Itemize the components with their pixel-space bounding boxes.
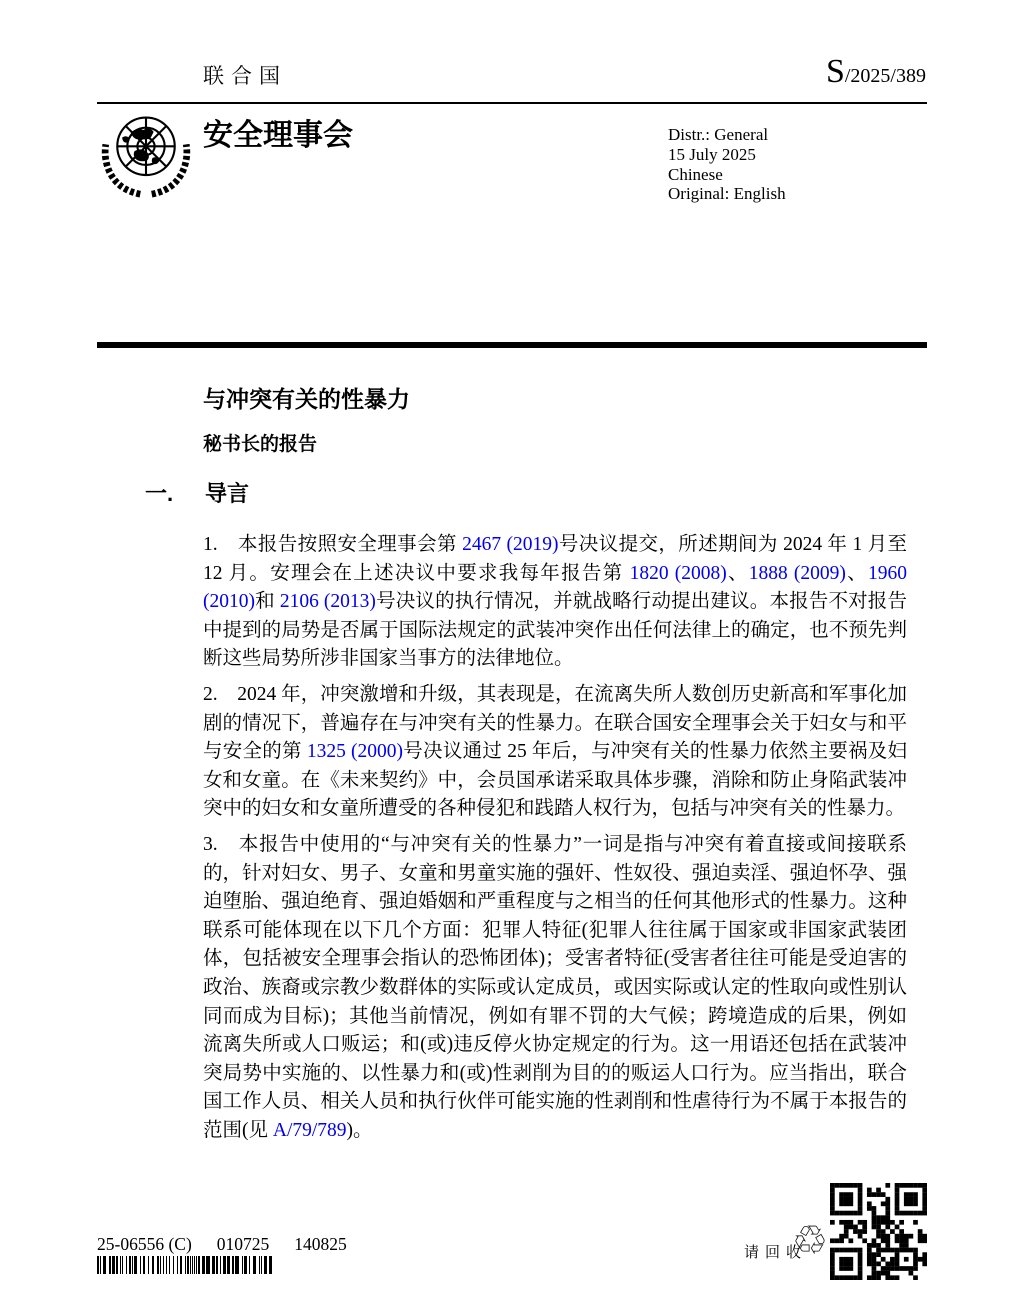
section-number: 一. [145, 481, 174, 506]
text-run: 和 [255, 591, 280, 613]
title-divider [97, 342, 927, 348]
distribution-date: 140825 [294, 1234, 347, 1254]
text-run: 号决议通过 25 年后，与冲突有关的性暴力依然主要祸及妇女和女童。在《未来契约》中，会员国承诺采取具体步骤，消除和防止身陷武装冲突中的妇女和女童所遭受的各种侵犯和践踏人权行为，包括与冲突有关的性暴力。 [203, 741, 907, 820]
text-run: 、 [845, 562, 868, 584]
distribution-block [668, 125, 786, 204]
text-run: 2. 2024 年，冲突激增和升级，其表现是，在流离失所人数创历史新高和军事化加剧的情况下，普遍存在与冲突有关的性暴力。在联合国安全理事会关于妇女与和平与安全的第 [203, 683, 907, 763]
org-chinese-name: 联合国 [203, 64, 287, 88]
section-title: 导言 [205, 481, 250, 506]
document-subtitle: 秘书长的报告 [203, 434, 318, 455]
resolution-link[interactable]: 2106 (2013) [279, 591, 376, 613]
document-symbol [826, 53, 926, 91]
distr-line: Distr.: General [668, 125, 769, 144]
recycle-icon: ♲ [792, 1218, 828, 1264]
date-line: 15 July 2025 [668, 144, 756, 164]
resolution-link[interactable]: A/79/789 [272, 1119, 347, 1141]
resolution-link[interactable]: 1960 (2010) [203, 562, 907, 613]
resolution-link[interactable]: 1888 (2009) [748, 562, 846, 584]
barcode [97, 1256, 272, 1274]
paragraph-3 [203, 831, 907, 1146]
original-line: Original: English [668, 184, 786, 204]
text-run: 号决议的执行情况，并就战略行动提出建议。本报告不对报告中提到的局势是否属于国际法规定的武装冲突作出任何法律上的确定，也不预先判断这些局势所涉非国家当事方的法律地位。 [203, 591, 907, 670]
resolution-link[interactable]: 1325 (2000) [306, 741, 404, 763]
text-run: 、 [726, 562, 749, 584]
text-run: 3. 本报告中使用的“与冲突有关的性暴力”一词是指与冲突有着直接或间接联系的，针对妇女、男子、女童和男童实施的强奸、性奴役、强迫卖淫、强迫怀孕、强迫堕胎、强迫绝育、强迫婚姻和严重程度与之相当的任何其他形式的性暴力。这种联系可能体现在以下几个方面：犯罪人特征(犯罪人往往属于国家或非国家武装团体，包括被安全理事会指认的恐怖团体)；受害者特征(受害者往往可能是受迫害的政治、族裔或宗教少数群体的实际或认定成员，或因实际或认定的性取向或性别认同而成为目标)；其他当前情况，例如有罪不罚的大气候；跨境造成的后果，例如流离失所或人口贩运；和(或)违反停火协定规定的行为。这一用语还包括在武装冲突局势中实施的、以性暴力和(或)性剥削为目的的贩运人口行为。应当指出，联合国工作人员、相关人员和执行伙伴可能实施的性剥削和性虐待行为不属于本报告的范围(见 [203, 833, 907, 1141]
un-emblem-icon [98, 108, 194, 198]
job-number-line [97, 1234, 347, 1255]
text-run: )。 [346, 1119, 373, 1141]
symbol-prefix: S [825, 53, 845, 90]
recycle-label: 请回收 [744, 1244, 808, 1261]
text-run: 号决议提交，所述期间为 2024 年 1 月至 12 月。安理会在上述决议中要求我每年报告第 [203, 534, 907, 584]
resolution-link[interactable]: 1820 (2008) [629, 562, 727, 584]
text-run: 1. 本报告按照安全理事会第 [203, 534, 463, 555]
paragraph-1 [203, 531, 907, 674]
qr-code [830, 1183, 927, 1280]
header-divider [97, 102, 927, 104]
paragraph-2 [203, 681, 907, 824]
organ-name: 安全理事会 [203, 119, 353, 152]
job-number: 25-06556 (C) [97, 1234, 192, 1254]
document-title: 与冲突有关的性暴力 [203, 386, 410, 412]
body-text [203, 531, 907, 1152]
symbol-number: /2025/389 [844, 65, 926, 87]
section-heading [145, 477, 249, 508]
language-line: Chinese [668, 164, 723, 184]
resolution-link[interactable]: 2467 (2019) [462, 534, 559, 555]
print-date: 010725 [216, 1234, 270, 1254]
